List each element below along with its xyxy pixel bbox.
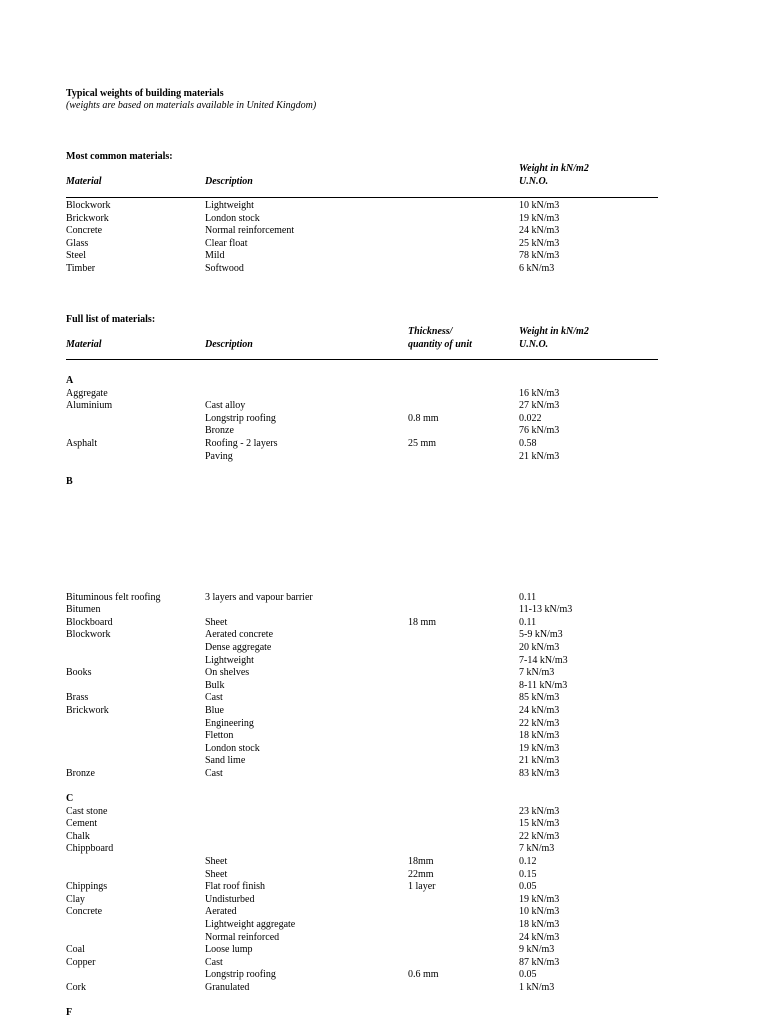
description-cell: Loose lump <box>205 944 253 956</box>
thickness-cell: 25 mm <box>408 437 437 449</box>
table-row <box>66 705 666 718</box>
common-materials-table <box>66 200 666 276</box>
table-row <box>66 642 666 655</box>
table-row <box>66 856 666 869</box>
weight-cell: 15 kN/m3 <box>519 818 560 830</box>
material-cell: Copper <box>66 956 96 968</box>
description-cell: London stock <box>205 212 260 224</box>
full-header-weight: Weight in kN/m2 U.N.O. <box>519 326 589 350</box>
weight-cell: 10 kN/m3 <box>519 200 560 211</box>
table-row <box>66 957 666 970</box>
description-cell: Cast <box>205 692 223 704</box>
materials-block-b <box>66 476 666 781</box>
material-cell: Blockboard <box>66 616 113 628</box>
description-cell: Roofing - 2 layers <box>205 437 278 449</box>
description-cell: Bronze <box>205 425 234 437</box>
common-header-material: Material <box>66 176 102 187</box>
material-cell: Chippboard <box>66 843 114 855</box>
material-cell: Aluminium <box>66 400 113 412</box>
description-cell: Mild <box>205 250 225 262</box>
weight-cell: 0.05 <box>519 969 537 981</box>
weight-cell: 20 kN/m3 <box>519 641 560 653</box>
material-cell: Books <box>66 667 92 679</box>
table-row <box>66 680 666 693</box>
table-row <box>66 451 666 464</box>
material-cell: Cement <box>66 818 98 830</box>
weight-cell: 9 kN/m3 <box>519 944 555 956</box>
weight-cell: 0.11 <box>519 591 537 603</box>
full-header-material: Material <box>66 339 102 350</box>
weight-cell: 76 kN/m3 <box>519 425 560 437</box>
weight-cell: 5-9 kN/m3 <box>519 629 563 641</box>
blank-space <box>66 489 666 592</box>
material-cell: Asphalt <box>66 437 98 449</box>
table-row <box>66 692 666 705</box>
weight-cell: 25 kN/m3 <box>519 237 560 249</box>
material-cell: Clay <box>66 893 85 905</box>
common-materials-heading: Most common materials: <box>66 151 173 162</box>
thickness-cell: 18mm <box>408 855 434 867</box>
weight-cell: 18 kN/m3 <box>519 730 560 742</box>
document-subtitle: (weights are based on materials available in United Kingdom) <box>66 100 317 111</box>
description-cell: Sheet <box>205 868 228 880</box>
weight-cell: 78 kN/m3 <box>519 250 560 262</box>
material-cell: Chippings <box>66 881 108 893</box>
table-row <box>66 604 666 617</box>
material-cell: Glass <box>66 237 89 249</box>
weight-cell: 11-13 kN/m3 <box>519 604 573 616</box>
full-materials-heading: Full list of materials: <box>66 314 156 325</box>
weight-cell: 0.12 <box>519 855 537 867</box>
weight-cell: 18 kN/m3 <box>519 918 560 930</box>
weight-cell: 7 kN/m3 <box>519 667 555 679</box>
table-row <box>66 655 666 668</box>
table-row <box>66 982 666 995</box>
description-cell: Engineering <box>205 717 254 729</box>
material-cell: Brickwork <box>66 212 109 224</box>
description-cell: On shelves <box>205 667 250 679</box>
thickness-cell: 22mm <box>408 868 434 880</box>
weight-cell: 0.11 <box>519 616 537 628</box>
weight-cell: 83 kN/m3 <box>519 767 560 779</box>
weight-cell: 0.15 <box>519 868 537 880</box>
weight-cell: 7 kN/m3 <box>519 843 555 855</box>
table-row <box>66 969 666 982</box>
materials-block-f <box>66 1007 666 1020</box>
weight-cell: 19 kN/m3 <box>519 212 560 224</box>
material-cell: Blockwork <box>66 629 111 641</box>
weight-cell: 24 kN/m3 <box>519 931 560 943</box>
description-cell: Sheet <box>205 616 228 628</box>
thickness-cell: 0.6 mm <box>408 969 439 981</box>
material-cell: Brass <box>66 692 89 704</box>
table-row <box>66 400 666 413</box>
weight-cell: 0.05 <box>519 881 537 893</box>
material-cell: Blockwork <box>66 200 111 211</box>
table-row <box>66 250 666 263</box>
weight-cell: 8-11 kN/m3 <box>519 679 568 691</box>
table-row <box>66 200 666 213</box>
material-cell: Cast stone <box>66 805 108 817</box>
weight-cell: 19 kN/m3 <box>519 742 560 754</box>
description-cell: Sheet <box>205 855 228 867</box>
description-cell: Granulated <box>205 981 250 993</box>
table-row <box>66 263 666 276</box>
weight-cell: 23 kN/m3 <box>519 805 560 817</box>
description-cell: London stock <box>205 742 260 754</box>
weight-cell: 24 kN/m3 <box>519 704 560 716</box>
table-row <box>66 388 666 401</box>
description-cell: Longstrip roofing <box>205 969 276 981</box>
table-row <box>66 768 666 781</box>
description-cell: Longstrip roofing <box>205 412 276 424</box>
description-cell: Sand lime <box>205 755 246 767</box>
description-cell: 3 layers and vapour barrier <box>205 591 313 603</box>
section-letter: A <box>66 375 74 386</box>
material-cell: Steel <box>66 250 86 262</box>
weight-cell: 21 kN/m3 <box>519 450 560 462</box>
material-cell: Concrete <box>66 906 103 918</box>
table-row <box>66 944 666 957</box>
weight-cell: 1 kN/m3 <box>519 981 555 993</box>
description-cell: Normal reinforcement <box>205 225 295 237</box>
weight-cell: 10 kN/m3 <box>519 906 560 918</box>
full-header-rule <box>66 359 658 360</box>
description-cell: Clear float <box>205 237 248 249</box>
table-row <box>66 225 666 238</box>
common-header-weight: Weight in kN/m2 U.N.O. <box>519 163 589 187</box>
table-row <box>66 906 666 919</box>
description-cell: Cast <box>205 956 223 968</box>
description-cell: Aerated concrete <box>205 629 274 641</box>
weight-cell: 0.022 <box>519 412 542 424</box>
full-header-thickness: Thickness/ quantity of unit <box>408 326 472 350</box>
table-row <box>66 831 666 844</box>
section-letter: B <box>66 476 73 487</box>
description-cell: Fletton <box>205 730 234 742</box>
description-cell: Blue <box>205 704 224 716</box>
material-cell: Concrete <box>66 225 103 237</box>
table-row <box>66 718 666 731</box>
material-cell: Brickwork <box>66 704 109 716</box>
weight-cell: 85 kN/m3 <box>519 692 560 704</box>
weight-cell: 22 kN/m3 <box>519 830 560 842</box>
weight-cell: 19 kN/m3 <box>519 893 560 905</box>
description-cell: Dense aggregate <box>205 641 272 653</box>
description-cell: Cast alloy <box>205 400 246 412</box>
description-cell: Normal reinforced <box>205 931 280 943</box>
material-cell: Chalk <box>66 830 90 842</box>
table-row <box>66 592 666 605</box>
table-row <box>66 919 666 932</box>
section-letter: C <box>66 793 74 804</box>
table-row <box>66 869 666 882</box>
description-cell: Lightweight aggregate <box>205 918 296 930</box>
table-row <box>66 894 666 907</box>
weight-cell: 27 kN/m3 <box>519 400 560 412</box>
full-header-description: Description <box>205 339 253 350</box>
table-row <box>66 743 666 756</box>
material-cell: Timber <box>66 262 96 274</box>
materials-block-c <box>66 793 666 995</box>
thickness-cell: 1 layer <box>408 881 436 893</box>
table-row <box>66 932 666 945</box>
table-row <box>66 755 666 768</box>
table-row <box>66 881 666 894</box>
material-cell: Aggregate <box>66 387 108 399</box>
table-row <box>66 438 666 451</box>
description-cell: Lightweight <box>205 200 254 211</box>
section-letter: F <box>66 1007 73 1018</box>
weight-cell: 6 kN/m3 <box>519 262 555 274</box>
material-cell: Bitumen <box>66 604 101 616</box>
weight-cell: 16 kN/m3 <box>519 387 560 399</box>
thickness-cell: 18 mm <box>408 616 437 628</box>
description-cell: Softwood <box>205 262 244 274</box>
materials-block-a <box>66 375 666 463</box>
table-row <box>66 730 666 743</box>
table-row <box>66 818 666 831</box>
table-row <box>66 413 666 426</box>
description-cell: Undisturbed <box>205 893 255 905</box>
material-cell: Coal <box>66 944 85 956</box>
table-row <box>66 843 666 856</box>
description-cell: Paving <box>205 450 233 462</box>
weight-cell: 24 kN/m3 <box>519 225 560 237</box>
material-cell: Cork <box>66 981 86 993</box>
description-cell: Flat roof finish <box>205 881 265 893</box>
common-header-description: Description <box>205 176 253 187</box>
table-row <box>66 806 666 819</box>
table-row <box>66 425 666 438</box>
description-cell: Bulk <box>205 679 225 691</box>
description-cell: Aerated <box>205 906 237 918</box>
material-cell: Bituminous felt roofing <box>66 591 161 603</box>
table-row <box>66 617 666 630</box>
thickness-cell: 0.8 mm <box>408 412 439 424</box>
description-cell: Cast <box>205 767 223 779</box>
common-header-rule <box>66 197 658 198</box>
weight-cell: 7-14 kN/m3 <box>519 654 568 666</box>
material-cell: Bronze <box>66 767 95 779</box>
table-row <box>66 213 666 226</box>
weight-cell: 21 kN/m3 <box>519 755 560 767</box>
description-cell: Lightweight <box>205 654 254 666</box>
table-row <box>66 629 666 642</box>
weight-cell: 22 kN/m3 <box>519 717 560 729</box>
document-title: Typical weights of building materials <box>66 88 224 99</box>
weight-cell: 87 kN/m3 <box>519 956 560 968</box>
table-row <box>66 667 666 680</box>
table-row <box>66 238 666 251</box>
weight-cell: 0.58 <box>519 437 537 449</box>
